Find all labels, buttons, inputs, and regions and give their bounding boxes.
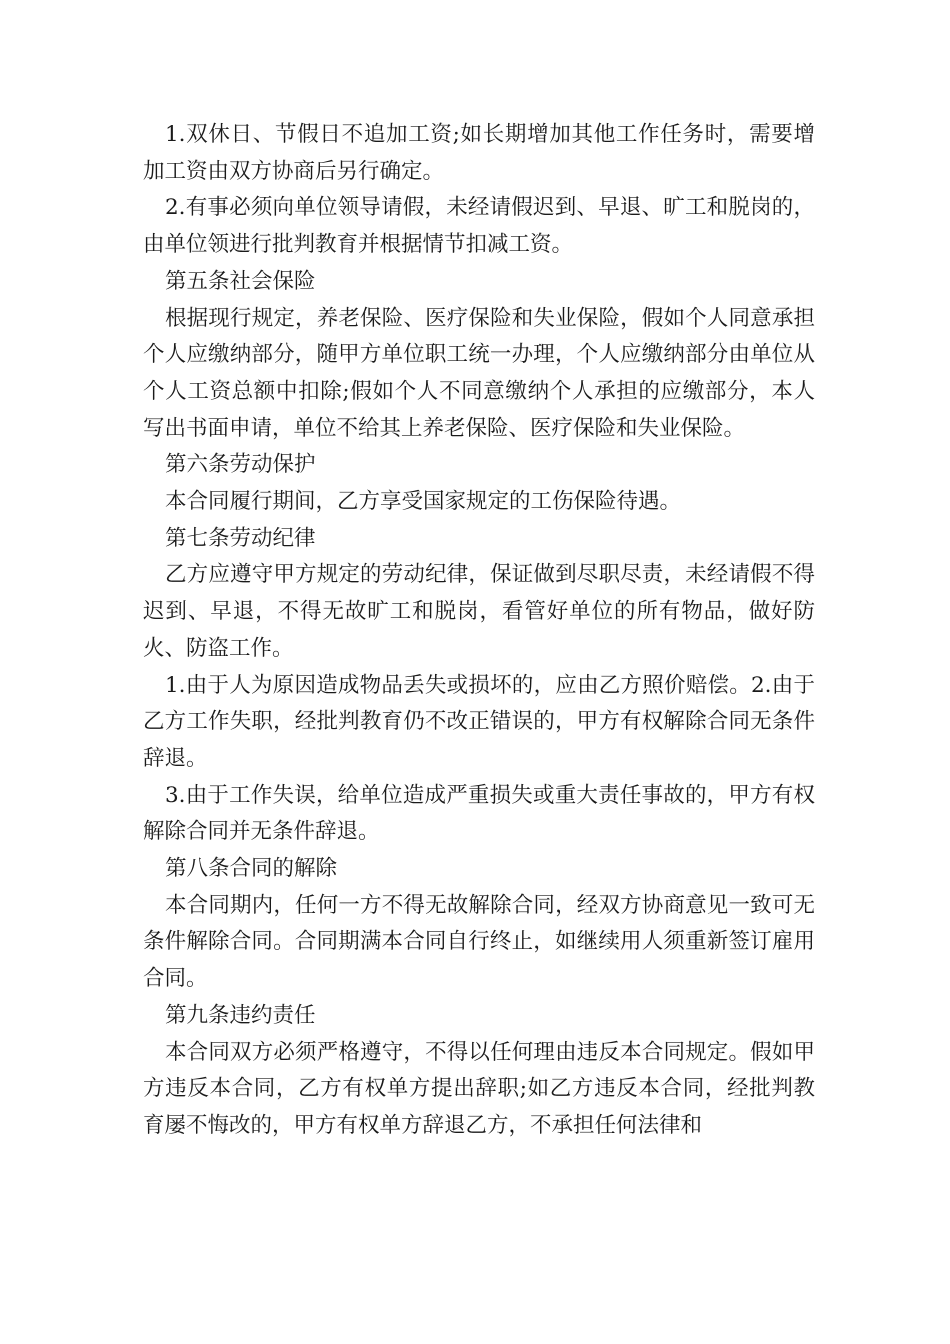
section-heading: 第八条合同的解除 [165, 856, 338, 882]
section-heading: 第六条劳动保护 [165, 452, 316, 478]
clause-paragraph: 2.有事必须向单位领导请假，未经请假迟到、早退、旷工和脱岗的，由单位领进行批判教育并根据情节扣减工资。 [143, 195, 815, 258]
section-heading: 第九条违约责任 [165, 1002, 316, 1028]
section-heading: 第七条劳动纪律 [165, 525, 316, 551]
clause-paragraph: 本合同履行期间，乙方享受国家规定的工伤保险待遇。 [165, 489, 682, 515]
clause-paragraph: 3.由于工作失误，给单位造成严重损失或重大责任事故的，甲方有权解除合同并无条件辞退。 [143, 782, 815, 845]
clause-paragraph: 1.双休日、节假日不追加工资;如长期增加其他工作任务时，需要增加工资由双方协商后另行确定。 [143, 122, 815, 184]
clause-paragraph: 1.由于人为原因造成物品丢失或损坏的，应由乙方照价赔偿。2.由于乙方工作失职，经批判教育仍不改正错误的，甲方有权解除合同无条件辞退。 [143, 672, 815, 771]
clause-paragraph: 本合同期内，任何一方不得无故解除合同，经双方协商意见一致可无条件解除合同。合同期满本合同自行终止，如继续用人须重新签订雇用合同。 [143, 892, 815, 992]
clause-paragraph: 乙方应遵守甲方规定的劳动纪律，保证做到尽职尽责，未经请假不得迟到、早退，不得无故旷工和脱岗，看管好单位的所有物品，做好防火、防盗工作。 [143, 562, 815, 661]
clause-paragraph: 根据现行规定，养老保险、医疗保险和失业保险，假如个人同意承担个人应缴纳部分，随甲方单位职工统一办理，个人应缴纳部分由单位从个人工资总额中扣除;假如个人不同意缴纳个人承担的应缴部分，本人写出书面申请，单位不给其上养老保险、医疗保险和失业保险。 [143, 305, 815, 441]
clause-paragraph: 本合同双方必须严格遵守，不得以任何理由违反本合同规定。假如甲方违反本合同，乙方有权单方提出辞职;如乙方违反本合同，经批判教育屡不悔改的，甲方有权单方辞退乙方，不承担任何法律和 [143, 1039, 815, 1138]
document-body [143, 117, 815, 1145]
section-heading: 第五条社会保险 [165, 268, 316, 294]
